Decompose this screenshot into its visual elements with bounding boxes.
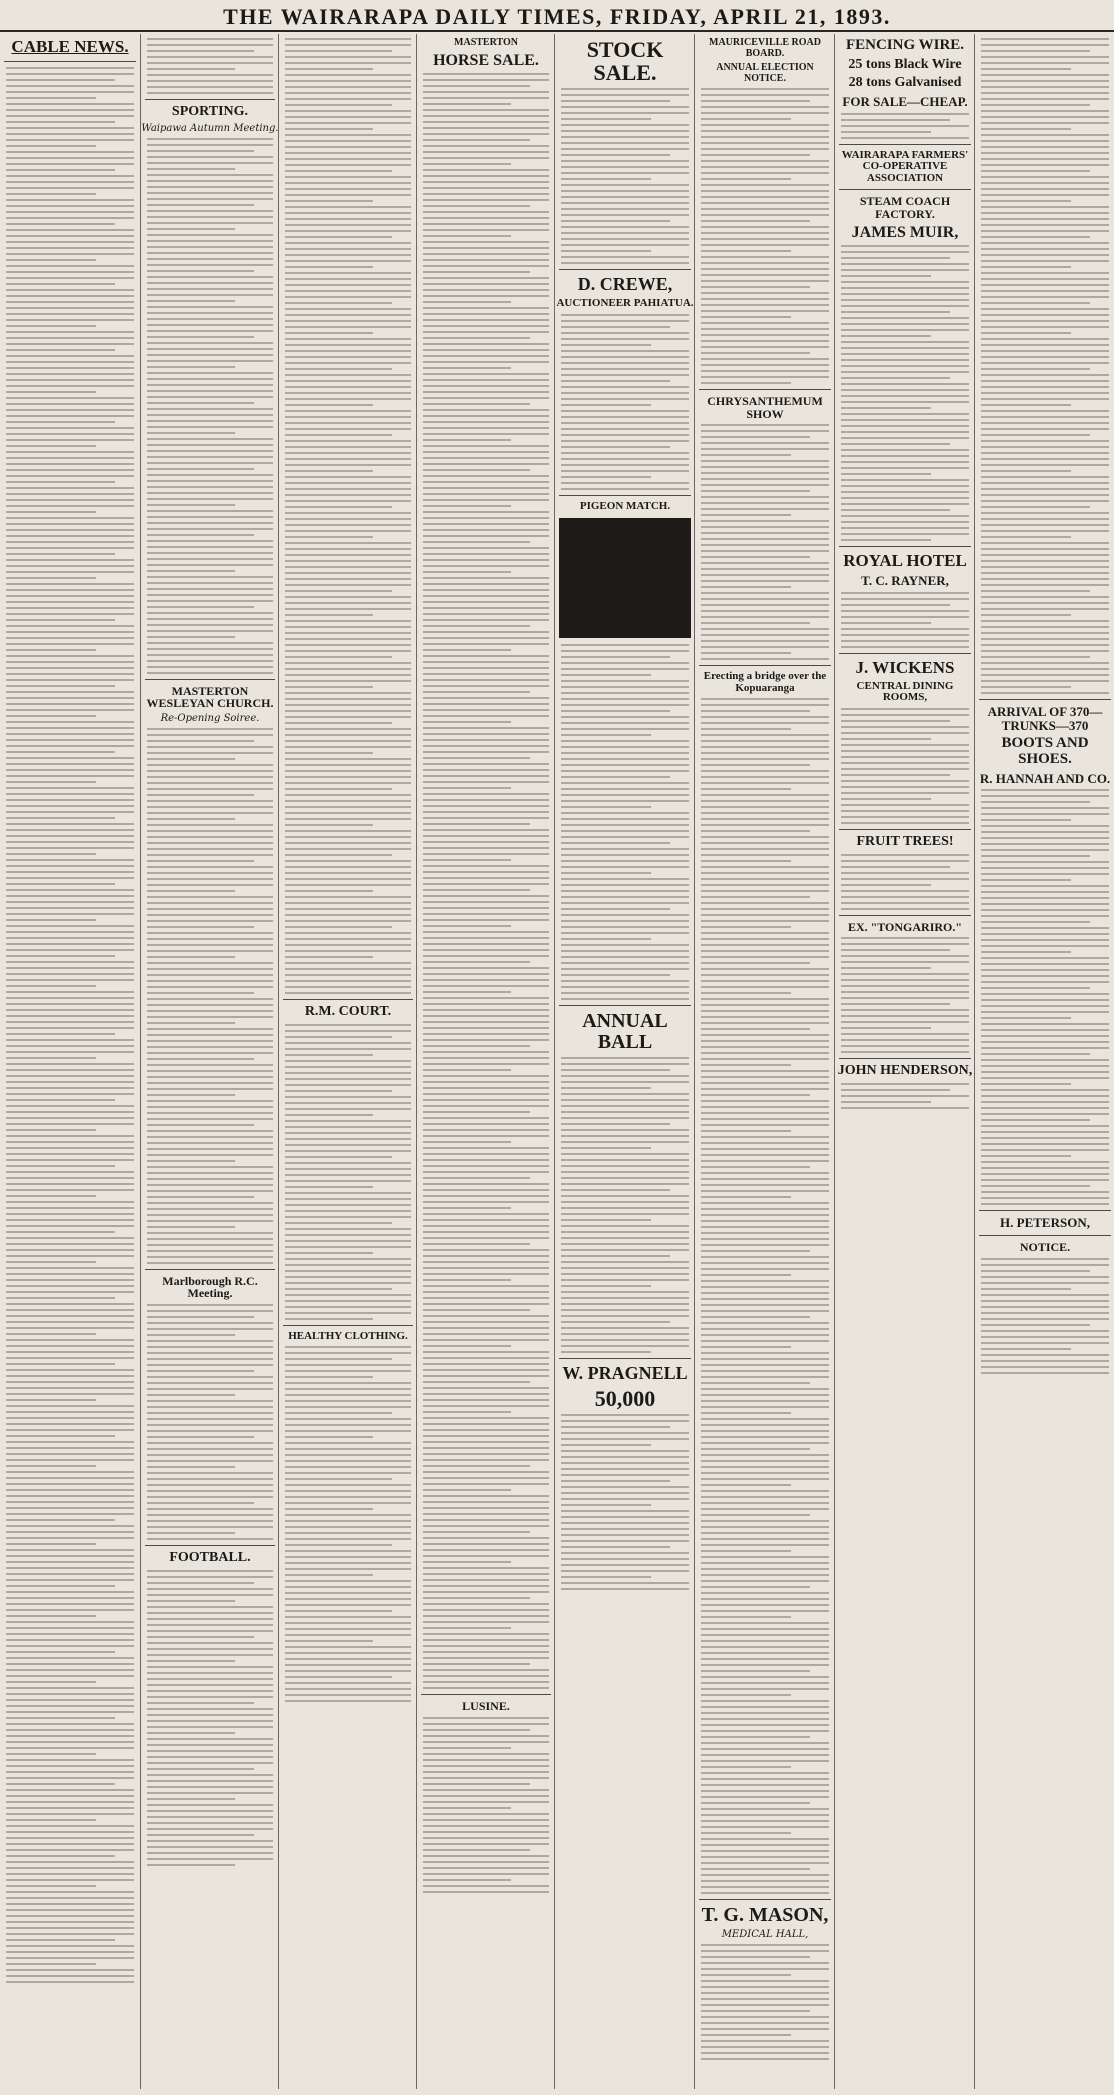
fruit-trees-heading: FRUIT TREES! — [856, 833, 954, 849]
for-sale-heading: FOR SALE—CHEAP. — [842, 94, 968, 110]
mason-subheading: MEDICAL HALL, — [721, 1929, 809, 1941]
pigeon-match-heading: PIGEON MATCH. — [579, 499, 671, 512]
boots-shoes-heading: BOOTS AND SHOES. — [1001, 735, 1089, 768]
bridge-tender-heading: Erecting a bridge over the Kopuaranga — [703, 670, 827, 694]
column-6 — [694, 34, 835, 2089]
column-4 — [416, 34, 555, 2089]
rm-court-heading: R.M. COURT. — [304, 1004, 392, 1019]
cable-news-body — [0, 67, 140, 1983]
cable-news-heading: CABLE NEWS. — [11, 37, 129, 56]
farmers-association-heading: WAIRARAPA FARMERS' CO-OPERATIVE ASSOCIATION — [841, 148, 969, 184]
column-1 — [0, 34, 140, 2089]
lusine-heading: LUSINE. — [462, 1699, 510, 1714]
trunks-heading: ARRIVAL OF 370—TRUNKS—370 — [987, 704, 1103, 733]
annual-ball-heading: ANNUAL BALL — [582, 1010, 668, 1054]
crewe-heading: D. CREWE, — [577, 274, 673, 295]
column-2 — [140, 34, 279, 2089]
timber-quantity: 50,000 — [594, 1386, 656, 1412]
galvanised-wire-line: 28 tons Galvanised — [848, 75, 962, 91]
horse-sale-heading: HORSE SALE. — [433, 51, 539, 69]
masthead-title: THE WAIRARAPA DAILY TIMES, FRIDAY, APRIL 21, 1893. — [223, 4, 891, 29]
chrysanthemum-show-heading: CHRYSANTHEMUM SHOW — [707, 394, 823, 421]
healthy-clothing-heading: HEALTHY CLOTHING. — [288, 1329, 408, 1342]
church-subheading: Re-Opening Soiree. — [160, 712, 260, 724]
mauriceville-board-heading: MAURICEVILLE ROAD BOARD. — [709, 37, 821, 59]
notice-heading: NOTICE. — [1019, 1240, 1071, 1255]
football-heading: FOOTBALL. — [169, 1550, 251, 1566]
column-7 — [834, 34, 975, 2089]
column-8 — [974, 34, 1114, 2089]
pragnell-heading: W. PRAGNELL — [562, 1363, 688, 1384]
sporting-subheading: Waipawa Autumn Meeting. — [141, 122, 279, 134]
church-heading: MASTERTON WESLEYAN CHURCH. — [146, 683, 274, 711]
royal-hotel-heading: ROYAL HOTEL — [843, 551, 967, 571]
column-5 — [554, 34, 695, 2089]
black-wire-line: 25 tons Black Wire — [848, 56, 962, 72]
column-3 — [278, 34, 417, 2089]
henderson-heading: JOHN HENDERSON, — [837, 1063, 973, 1079]
wickens-heading: J. WICKENS — [855, 657, 955, 677]
tongariro-heading: EX. "TONGARIRO." — [847, 919, 963, 934]
stock-sale-heading: STOCK SALE. — [586, 37, 664, 86]
central-dining-heading: CENTRAL DINING ROOMS, — [856, 679, 954, 704]
election-notice-heading: ANNUAL ELECTION NOTICE. — [716, 62, 814, 84]
marlborough-heading: Marlborough R.C. Meeting. — [162, 1273, 258, 1301]
peterson-heading: H. PETERSON, — [1000, 1215, 1090, 1231]
crewe-subheading: AUCTIONEER PAHIATUA. — [556, 297, 694, 310]
sporting-heading: SPORTING. — [171, 104, 249, 119]
rayner-heading: T. C. RAYNER, — [861, 573, 949, 589]
dark-block — [559, 518, 691, 638]
masterton-label: MASTERTON — [454, 37, 518, 48]
muir-heading: JAMES MUIR, — [851, 223, 959, 241]
steam-coach-heading: STEAM COACH FACTORY. — [859, 194, 951, 221]
hannah-heading: R. HANNAH AND CO. — [979, 770, 1111, 786]
masthead — [0, 0, 1114, 32]
fencing-wire-heading: FENCING WIRE. — [845, 37, 965, 53]
mason-heading: T. G. MASON, — [701, 1904, 829, 1927]
